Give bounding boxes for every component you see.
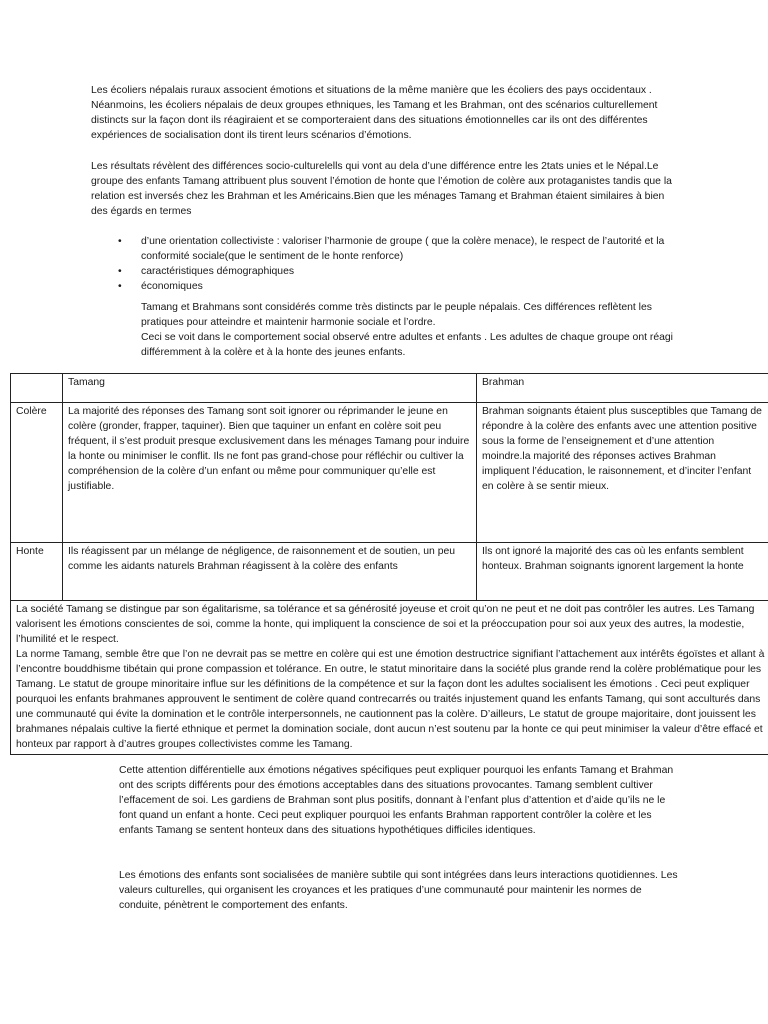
closing-paragraph-1: Cette attention différentielle aux émotions négatives spécifiques peut expliquer pourquoi les enfants Tamang et Brahman ont des scripts différents pour des émotions acceptables dans des situations provocantes. Tamang semblent cultiver l’effacement de soi. Les gardiens de Brahman sont plus positifs, donnant à l’enfant plus d’attention et d’aide qu’ils ne le font quand un enfant a honte. Ceci peut expliquer pourquoi les enfants Brahman rapportent contrôler la colère et les enfants Tamang se sentent honteux dans des situations hypothétiques difficiles identiques. [119, 765, 674, 836]
bullet-icon: • [118, 266, 122, 277]
cell-tamang-honte: Ils réagissent par un mélange de négligence, de raisonnement et de soutien, un peu comme les aidants naturels Brahman réagissent à la colère des enfants [63, 543, 477, 601]
table-row [11, 403, 768, 543]
list-item [0, 279, 681, 294]
list-item-text: économiques [141, 281, 203, 292]
header-cell-tamang: Tamang [63, 374, 477, 403]
cell-brahman-colere: Brahman soignants étaient plus susceptibles que Tamang de répondre à la colère des enfants avec une attention positive sous la forme de l’enseignement et d’une attention moindre.la majorité des réponses actives Brahman impliquent l’éducation, le raisonnement, et d’inciter l’enfant en colère à se sentir mieux. [477, 403, 768, 543]
comparison-table [10, 373, 768, 755]
row-label-colere: Colère [11, 403, 63, 543]
bullet-icon: • [118, 281, 122, 292]
table-note-row [11, 601, 768, 755]
list-follow-text: Tamang et Brahmans sont considérés comme très distincts par le peuple népalais. Ces différences reflètent les pratiques pour atteindre et maintenir harmonie sociale et l’ordre. Ceci se voit dans le comportement social observé entre adultes et enfants . Les adultes de chaque groupe ont réagi différemment à la colère et à la honte des jeunes enfants. [141, 302, 673, 358]
results-paragraph: Les résultats révèlent des différences socio-culturelells qui vont au dela d’une différence entre les 2tats unies et le Népal.Le groupe des enfants Tamang attribuent plus souvent l’émotion de honte que l’émotion de colère aux protaganistes tandis que la relation est inversés chez les Brahman et les Américains.Bien que les ménages Tamang et Brahman étaient similaires à bien des égards en termes [91, 161, 672, 217]
list-item-text: d’une orientation collectiviste : valoriser l’harmonie de groupe ( que la colère menace), le respect de l’autorité et la conformité sociale(que le sentiment de le honte renforce) [141, 236, 665, 262]
bullet-icon: • [118, 236, 122, 247]
header-cell-empty [11, 374, 63, 403]
table-row [11, 543, 768, 601]
similarities-list [0, 234, 700, 294]
list-item-text: caractéristiques démographiques [141, 266, 295, 277]
intro-paragraph: Les écoliers népalais ruraux associent émotions et situations de la même manière que les écoliers des pays occidentaux . Néanmoins, les écoliers népalais de deux groupes ethniques, les Tamang et les Brahman, ont des scénarios culturellement distincts sur la façon dont ils réagiraient et se comporteraient dans des situations émotionnelles car ils ont des différentes expériences de socialisation dont ils tirent leurs scénarios d’émotions. [91, 85, 658, 141]
table-note: La société Tamang se distingue par son égalitarisme, sa tolérance et sa générosité joyeuse et croit qu’on ne peut et ne doit pas contrôler les autres. Les Tamang valorisent les émotions conscientes de soi, comme la honte, qui impliquent la conscience de soi et la préoccupation pour soi aux yeux des autres, la modestie, l’humilité et le respect. La norme Tamang, semble être que l’on ne devrait pas se mettre en colère qui est une émotion destructrice signifiant l’attachement aux intérêts égoïstes et allant à l’encontre bouddhisme tibétain qui prone compassion et tolérance. En outre, le statut minoritaire dans la société plus grande rend la colère problématique pour les Tamang. Le statut de groupe minoritaire influe sur les définitions de la compétence et sur la façon dont les adultes socialisent les émotions . Ceci peut expliquer pourquoi les enfants brahmanes approuvent le sentiment de colère quand contrecarrés ou traités injustement quand les enfants Tamang, qui sont acculturés dans une communauté qui évite la domination et le contrôle interpersonnels, ne cautionnent pas la colère. D’ailleurs, Le statut de groupe majoritaire, dont jouissent les brahmanes népalais cultive la fierté ethnique et permet la domination sociale, dont aucun n’est soutenu par la honte ce qui peut minimiser la valeur d’être effacé et honteux par rapport à d’autres groupes collectivistes comme les Tamang. [11, 601, 768, 755]
cell-brahman-honte: Ils ont ignoré la majorité des cas où les enfants semblent honteux. Brahman soignants ignorent largement la honte [477, 543, 768, 601]
list-item [0, 234, 681, 264]
header-cell-brahman: Brahman [477, 374, 768, 403]
table-header-row [11, 374, 768, 403]
cell-tamang-colere: La majorité des réponses des Tamang sont soit ignorer ou réprimander le jeune en colère (gronder, frapper, taquiner). Bien que taquiner un enfant en colère soit peu fréquent, il s’est produit presque exclusivement dans les ménages Tamang pour induire la honte ou minimiser le conflit. Ils ne font pas grand-chose pour réfléchir ou cultiver la compréhension de la colère d’un enfant ou même pour communiquer qu’elle est justifiable. [63, 403, 477, 543]
row-label-honte: Honte [11, 543, 63, 601]
list-item [0, 264, 681, 279]
closing-paragraph-2: Les émotions des enfants sont socialisées de manière subtile qui sont intégrées dans leurs interactions quotidiennes. Les valeurs culturelles, qui organisent les croyances et les pratiques d’une communauté pour maintenir les normes de conduite, pénètrent le comportement des enfants. [119, 870, 678, 911]
